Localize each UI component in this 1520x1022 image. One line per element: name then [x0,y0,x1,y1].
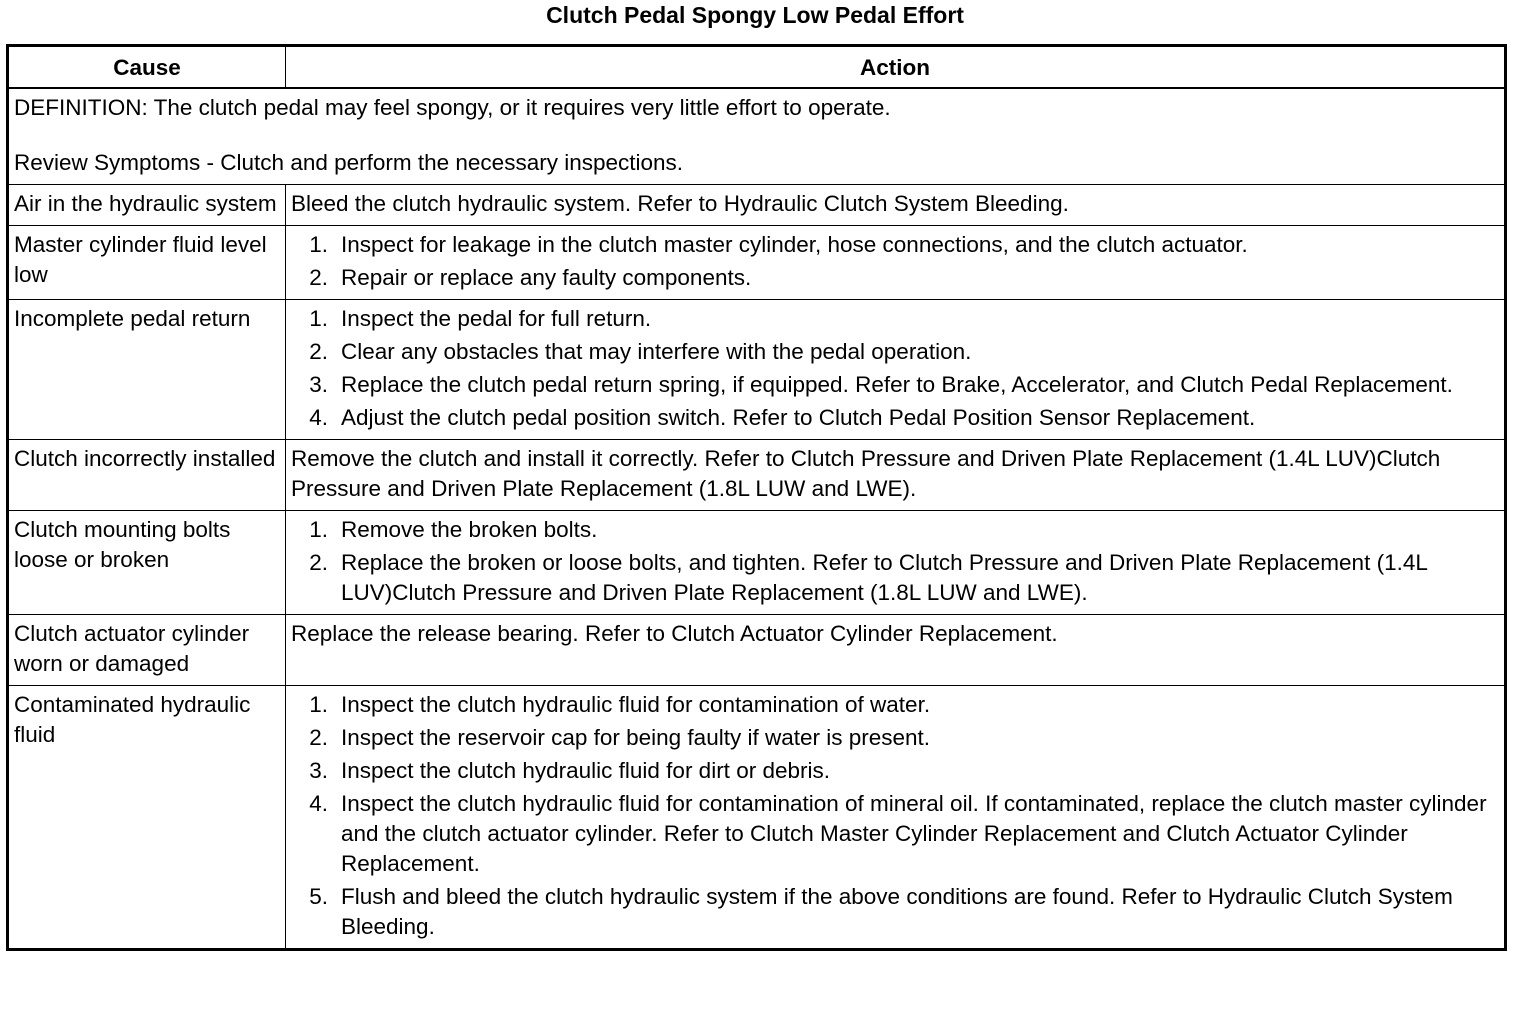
action-step [291,756,1499,786]
action-steps-list [291,304,1499,433]
cause-cell: Clutch mounting bolts loose or broken [8,511,286,615]
step-number: 2. [309,265,328,290]
action-cell [286,686,1506,950]
step-number: 5. [309,884,328,909]
action-step [291,337,1499,367]
cause-cell: Master cylinder fluid level low [8,226,286,300]
action-steps-list [291,515,1499,608]
table-row [8,615,1506,686]
action-cell [286,511,1506,615]
cause-cell: Incomplete pedal return [8,300,286,440]
review-symptoms-text: Review Symptoms - Clutch and perform the necessary inspections. [14,150,684,175]
table-row [8,440,1506,511]
table-row [8,511,1506,615]
table-header-row [8,46,1506,89]
table-row [8,300,1506,440]
cause-cell: Contaminated hydraulic fluid [8,686,286,950]
action-step [291,690,1499,720]
definition-text: DEFINITION: The clutch pedal may feel spongy, or it requires very little effort to operate. [14,95,891,120]
step-number: 4. [309,791,328,816]
cause-cell: Clutch incorrectly installed [8,440,286,511]
action-column-header: Action [286,46,1506,89]
action-steps-list [291,690,1499,942]
step-text: Flush and bleed the clutch hydraulic system if the above conditions are found. Refer to Hydraulic Clutch System Bleeding. [341,884,1453,939]
step-text: Replace the clutch pedal return spring, if equipped. Refer to Brake, Accelerator, and Clutch Pedal Replacement. [341,372,1453,397]
action-steps-list [291,230,1499,293]
action-step [291,403,1499,433]
step-text: Adjust the clutch pedal position switch. Refer to Clutch Pedal Position Sensor Replacement. [341,405,1256,430]
step-text: Inspect the reservoir cap for being faulty if water is present. [341,725,931,750]
action-cell: Bleed the clutch hydraulic system. Refer to Hydraulic Clutch System Bleeding. [286,185,1506,226]
step-number: 2. [309,725,328,750]
action-cell: Remove the clutch and install it correctly. Refer to Clutch Pressure and Driven Plate Replacement (1.4L LUV)Clutch Pressure and Driven Plate Replacement (1.8L LUW and LWE). [286,440,1506,511]
step-text: Clear any obstacles that may interfere with the pedal operation. [341,339,972,364]
action-step [291,370,1499,400]
step-number: 1. [309,517,328,542]
step-text: Inspect the clutch hydraulic fluid for dirt or debris. [341,758,830,783]
step-number: 1. [309,692,328,717]
step-number: 3. [309,372,328,397]
step-text: Remove the broken bolts. [341,517,598,542]
step-text: Inspect the pedal for full return. [341,306,652,331]
step-number: 3. [309,758,328,783]
cause-cell: Clutch actuator cylinder worn or damaged [8,615,286,686]
step-number: 2. [309,339,328,364]
action-step [291,230,1499,260]
step-number: 2. [309,550,328,575]
table-row [8,686,1506,950]
table-row [8,185,1506,226]
step-text: Inspect the clutch hydraulic fluid for contamination of water. [341,692,931,717]
action-cell: Replace the release bearing. Refer to Clutch Actuator Cylinder Replacement. [286,615,1506,686]
diagnostic-table [6,44,1507,951]
step-text: Repair or replace any faulty components. [341,265,752,290]
step-text: Replace the broken or loose bolts, and tighten. Refer to Clutch Pressure and Driven Plate Replacement (1.4L LUV)Clutch Pressure and Driven Plate Replacement (1.8L LUW and LWE). [341,550,1428,605]
action-step [291,515,1499,545]
step-number: 1. [309,232,328,257]
action-cell [286,226,1506,300]
definition-row [8,88,1506,185]
cause-column-header: Cause [8,46,286,89]
definition-cell [8,88,1506,185]
page-title: Clutch Pedal Spongy Low Pedal Effort [546,2,964,28]
action-step [291,882,1499,942]
action-step [291,548,1499,608]
action-step [291,304,1499,334]
cause-cell: Air in the hydraulic system [8,185,286,226]
step-number: 1. [309,306,328,331]
step-text: Inspect for leakage in the clutch master cylinder, hose connections, and the clutch actuator. [341,232,1248,257]
step-number: 4. [309,405,328,430]
action-step [291,723,1499,753]
action-cell [286,300,1506,440]
action-step [291,263,1499,293]
action-step [291,789,1499,879]
step-text: Inspect the clutch hydraulic fluid for contamination of mineral oil. If contaminated, replace the clutch master cylinder and the clutch actuator cylinder. Refer to Clutch Master Cylinder Replacement and Clutch Actuator Cylinder Replacement. [341,791,1487,876]
table-row [8,226,1506,300]
